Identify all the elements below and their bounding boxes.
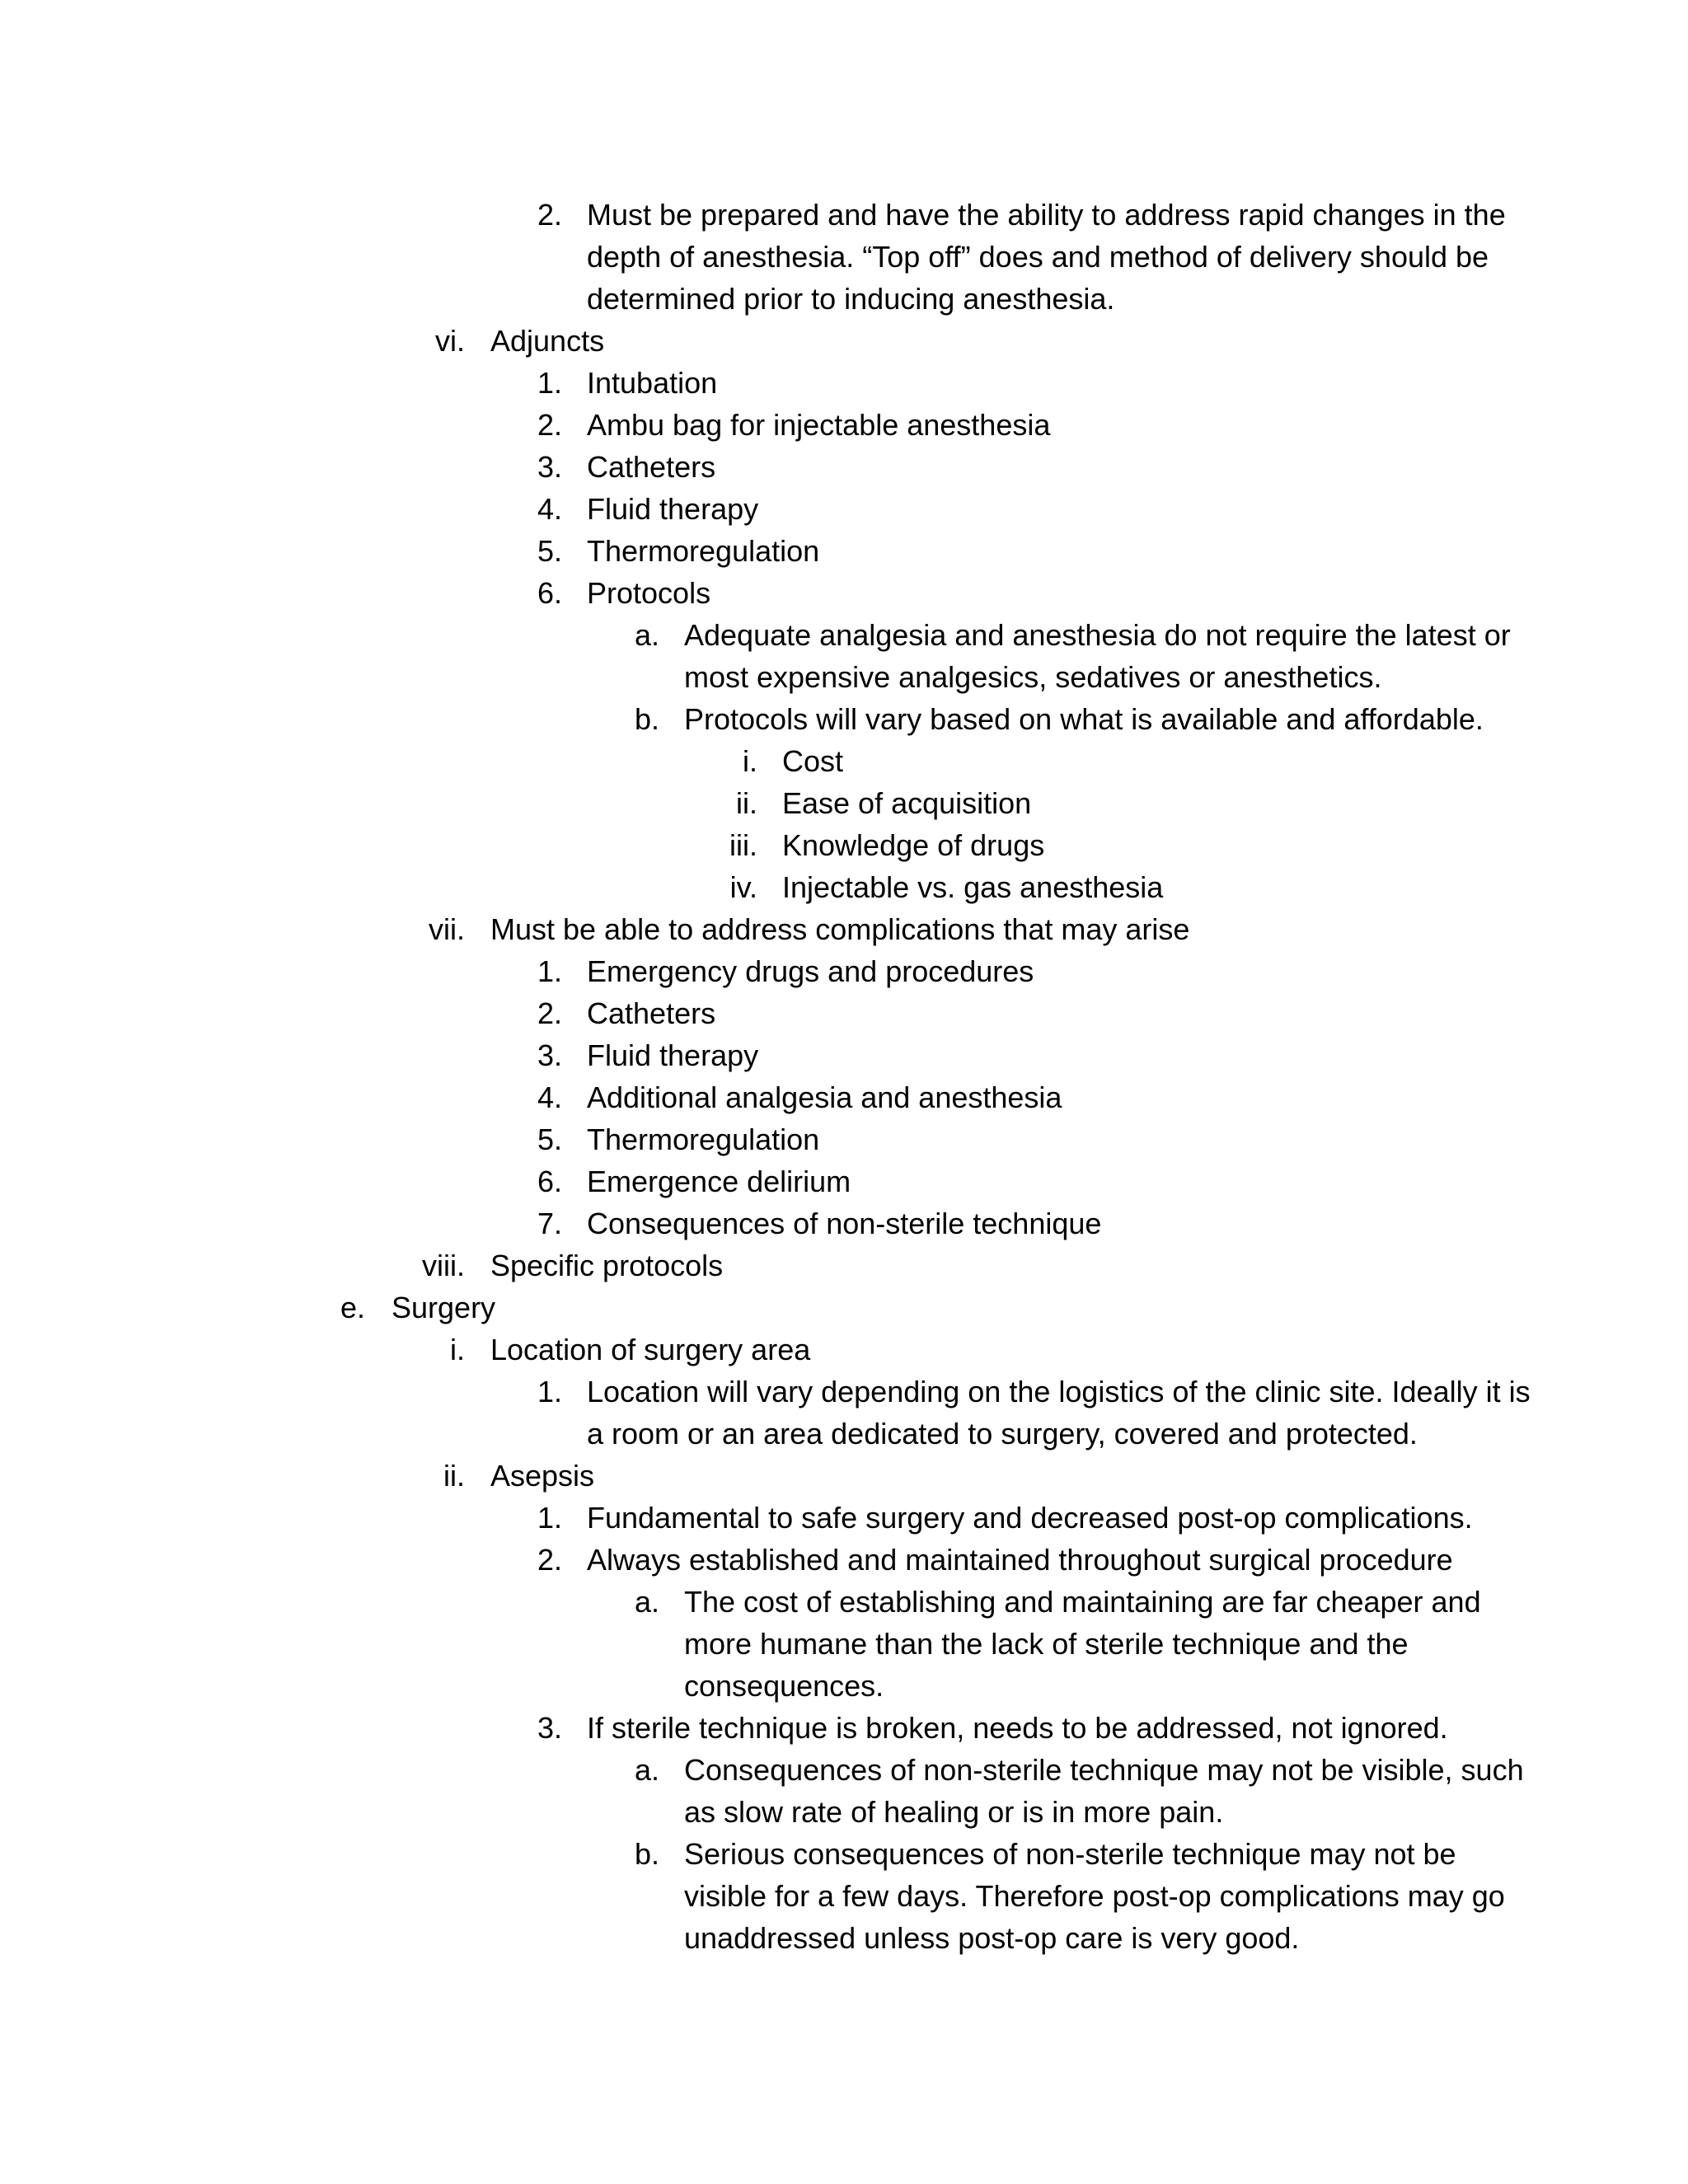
list-item-text-line: Fundamental to safe surgery and decreased post-op complications. <box>587 1501 1473 1535</box>
list-item-text-line: Emergency drugs and procedures <box>587 954 1034 988</box>
list-item-text-line: determined prior to inducing anesthesia. <box>587 282 1115 316</box>
list-item-text-line: consequences. <box>684 1669 884 1703</box>
list-marker: vii. <box>429 912 465 946</box>
list-item-text-line: unaddressed unless post-op care is very good. <box>684 1921 1300 1955</box>
list-marker: 2. <box>537 198 562 232</box>
list-marker: a. <box>634 1753 659 1787</box>
list-marker: vi. <box>435 324 465 358</box>
list-item-text-line: Consequences of non-sterile technique may not be visible, such <box>684 1753 1524 1787</box>
list-marker: 3. <box>537 1038 562 1072</box>
list-item-text-line: Fluid therapy <box>587 492 759 526</box>
list-item-text-line: Knowledge of drugs <box>782 828 1045 862</box>
list-marker: 2. <box>537 1543 562 1577</box>
list-item-text-line: a room or an area dedicated to surgery, covered and protected. <box>587 1417 1418 1451</box>
list-marker: i. <box>450 1333 465 1366</box>
list-item-text-line: The cost of establishing and maintaining are far cheaper and <box>684 1585 1481 1619</box>
list-marker: 7. <box>537 1207 562 1240</box>
list-marker: viii. <box>422 1249 465 1282</box>
list-marker: b. <box>634 702 659 736</box>
list-marker: 5. <box>537 534 562 568</box>
list-item-text-line: Catheters <box>587 996 716 1030</box>
list-marker: 3. <box>537 1711 562 1745</box>
list-item-text-line: most expensive analgesics, sedatives or anesthetics. <box>684 660 1382 694</box>
list-marker: 2. <box>537 996 562 1030</box>
list-item-text-line: visible for a few days. Therefore post-op complications may go <box>684 1879 1505 1913</box>
list-marker: 4. <box>537 492 562 526</box>
list-marker: 2. <box>537 408 562 442</box>
list-item-text-line: Ease of acquisition <box>782 786 1032 820</box>
list-marker: i. <box>743 744 757 778</box>
list-item-text-line: Injectable vs. gas anesthesia <box>782 870 1164 904</box>
list-item-text-line: Must be prepared and have the ability to address rapid changes in the <box>587 198 1506 232</box>
list-item-text-line: Intubation <box>587 366 718 400</box>
list-marker: 6. <box>537 576 562 610</box>
list-marker: iii. <box>729 828 757 862</box>
list-item-text-line: Protocols <box>587 576 711 610</box>
list-item-text-line: Adequate analgesia and anesthesia do not require the latest or <box>684 618 1511 652</box>
list-item-text-line: Always established and maintained throughout surgical procedure <box>587 1543 1453 1577</box>
list-item-text-line: Fluid therapy <box>587 1038 759 1072</box>
list-marker: 5. <box>537 1122 562 1156</box>
list-marker: e. <box>340 1291 365 1324</box>
list-marker: ii. <box>736 786 757 820</box>
list-marker: 1. <box>537 954 562 988</box>
list-item-text-line: Specific protocols <box>490 1249 724 1282</box>
list-item-text-line: depth of anesthesia. “Top off” does and method of delivery should be <box>587 240 1489 274</box>
list-item-text-line: Catheters <box>587 450 716 484</box>
list-marker: 6. <box>537 1165 562 1198</box>
list-item-text-line: Thermoregulation <box>587 1122 820 1156</box>
list-marker: 3. <box>537 450 562 484</box>
list-item-text-line: Must be able to address complications that may arise <box>490 912 1190 946</box>
list-item-text-line: Surgery <box>392 1291 496 1324</box>
list-item-text-line: Asepsis <box>490 1459 595 1493</box>
list-item-text-line: Emergence delirium <box>587 1165 851 1198</box>
list-marker: a. <box>634 1585 659 1619</box>
list-item-text-line: Location of surgery area <box>490 1333 811 1366</box>
list-item-text-line: Cost <box>782 744 844 778</box>
list-item-text-line: Serious consequences of non-sterile technique may not be <box>684 1837 1456 1871</box>
list-marker: iv. <box>729 870 757 904</box>
list-marker: a. <box>634 618 659 652</box>
list-marker: 1. <box>537 366 562 400</box>
list-item-text-line: Location will vary depending on the logistics of the clinic site. Ideally it is <box>587 1375 1531 1408</box>
list-item-text-line: Thermoregulation <box>587 534 820 568</box>
list-item-text-line: as slow rate of healing or is in more pain. <box>684 1795 1224 1829</box>
list-item-text-line: more humane than the lack of sterile technique and the <box>684 1627 1409 1661</box>
list-item-text-line: Consequences of non-sterile technique <box>587 1207 1102 1240</box>
list-item-text-line: Protocols will vary based on what is available and affordable. <box>684 702 1484 736</box>
list-marker: b. <box>634 1837 659 1871</box>
list-marker: ii. <box>443 1459 465 1493</box>
list-marker: 1. <box>537 1375 562 1408</box>
list-item-text-line: Ambu bag for injectable anesthesia <box>587 408 1051 442</box>
list-item-text-line: Adjuncts <box>490 324 605 358</box>
list-marker: 4. <box>537 1080 562 1114</box>
list-item-text-line: Additional analgesia and anesthesia <box>587 1080 1062 1114</box>
list-item-text-line: If sterile technique is broken, needs to be addressed, not ignored. <box>587 1711 1448 1745</box>
list-marker: 1. <box>537 1501 562 1535</box>
